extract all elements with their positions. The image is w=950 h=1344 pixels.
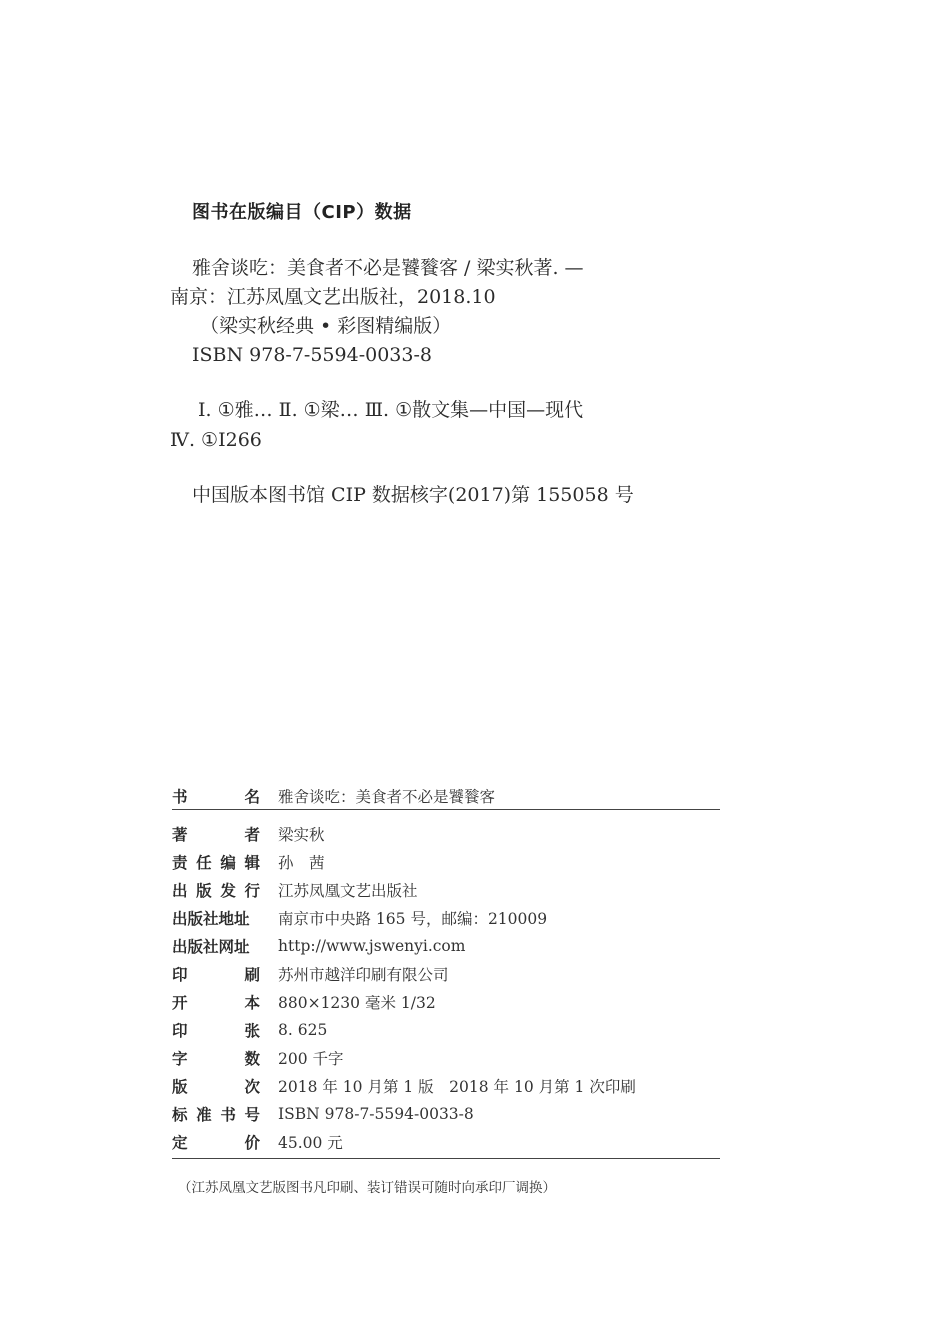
- row-label-char: 辑: [244, 854, 260, 872]
- row-label-char: 责: [172, 854, 188, 872]
- row-label-char: 书: [220, 1106, 236, 1124]
- cip-record: [170, 254, 730, 370]
- row-label-char: 出: [172, 882, 188, 900]
- row-label-char: 版: [196, 882, 212, 900]
- table-row: [172, 1044, 720, 1072]
- row-value: http://www.jswenyi.com: [278, 937, 466, 955]
- row-label-char: 印: [172, 1022, 188, 1040]
- row-value: 2018 年 10 月第 1 版 2018 年 10 月第 1 次印刷: [278, 1078, 636, 1096]
- row-label: [172, 1103, 260, 1125]
- cip-class-line-2: Ⅳ. ①I266: [170, 429, 262, 451]
- row-label-char: 定: [172, 1134, 188, 1152]
- row-value: 8. 625: [278, 1021, 328, 1039]
- table-row: [172, 783, 720, 809]
- row-label-char: 著: [172, 826, 188, 844]
- row-label: [172, 991, 260, 1013]
- row-label: [172, 1075, 260, 1097]
- cip-line-publisher: 南京：江苏凤凰文艺出版社，2018.10: [170, 286, 496, 308]
- table-rule-bottom: [172, 1158, 720, 1159]
- row-label: [172, 1019, 260, 1041]
- row-label-char: 数: [244, 1050, 260, 1068]
- row-label-char: 刷: [244, 966, 260, 984]
- row-label-char: 价: [244, 1134, 260, 1152]
- row-label: [172, 935, 260, 957]
- cip-title: 图书在版编目（CIP）数据: [192, 202, 412, 223]
- row-value: 雅舍谈吃：美食者不必是饕餮客: [278, 788, 496, 806]
- publication-info-table: [172, 783, 720, 1159]
- table-row: [172, 960, 720, 988]
- row-label-char: 出版社地址: [172, 910, 250, 928]
- cip-class-line-1: Ⅰ. ①雅… Ⅱ. ①梁… Ⅲ. ①散文集—中国—现代: [198, 399, 584, 421]
- row-value: ISBN 978-7-5594-0033-8: [278, 1105, 474, 1123]
- table-row: [172, 820, 720, 848]
- row-label-char: 任: [196, 854, 212, 872]
- table-row: [172, 1016, 720, 1044]
- cip-line-series: （梁实秋经典 • 彩图精编版）: [200, 315, 452, 337]
- table-rule-top: [172, 809, 720, 810]
- row-label-char: 编: [220, 854, 236, 872]
- row-label-char: 字: [172, 1050, 188, 1068]
- row-label: [172, 963, 260, 985]
- row-label-char: 张: [244, 1022, 260, 1040]
- row-label-char: 本: [244, 994, 260, 1012]
- row-label-char: 次: [244, 1078, 260, 1096]
- table-row: [172, 932, 720, 960]
- table-row: [172, 988, 720, 1016]
- row-label: [172, 785, 260, 807]
- row-label-char: 行: [244, 882, 260, 900]
- row-label-char: 版: [172, 1078, 188, 1096]
- row-value: 苏州市越洋印刷有限公司: [278, 966, 449, 984]
- row-label-char: 号: [244, 1106, 260, 1124]
- footnote: （江苏凤凰文艺版图书凡印刷、装订错误可随时向承印厂调换）: [178, 1180, 556, 1196]
- row-label-char: 出版社网址: [172, 938, 250, 956]
- row-value: 孙 茜: [278, 854, 325, 872]
- row-label-char: 名: [244, 788, 260, 806]
- row-label-char: 书: [172, 788, 188, 806]
- row-value: 200 千字: [278, 1050, 344, 1068]
- row-label-char: 者: [244, 826, 260, 844]
- row-label: [172, 1131, 260, 1153]
- row-label: [172, 1047, 260, 1069]
- row-value: 45.00 元: [278, 1134, 343, 1152]
- row-value: 880×1230 毫米 1/32: [278, 994, 436, 1012]
- cip-line-isbn: ISBN 978-7-5594-0033-8: [192, 344, 432, 366]
- cip-classification: [170, 395, 583, 455]
- row-label-char: 印: [172, 966, 188, 984]
- row-label-char: 准: [196, 1106, 212, 1124]
- row-value: 江苏凤凰文艺出版社: [278, 882, 418, 900]
- table-row: [172, 1100, 720, 1128]
- row-label: [172, 823, 260, 845]
- cip-approval-number: 中国版本图书馆 CIP 数据核字(2017)第 155058 号: [192, 484, 634, 506]
- table-row: [172, 904, 720, 932]
- row-label-char: 标: [172, 1106, 188, 1124]
- row-value: 梁实秋: [278, 826, 325, 844]
- row-label: [172, 851, 260, 873]
- row-label: [172, 879, 260, 901]
- row-label: [172, 907, 260, 929]
- table-row: [172, 876, 720, 904]
- row-label-char: 开: [172, 994, 188, 1012]
- row-value: 南京市中央路 165 号，邮编：210009: [278, 910, 548, 928]
- table-row: [172, 1128, 720, 1156]
- table-row: [172, 848, 720, 876]
- cip-line-title-author: 雅舍谈吃：美食者不必是饕餮客 / 梁实秋著. —: [192, 257, 584, 279]
- row-label-char: 发: [220, 882, 236, 900]
- table-row: [172, 1072, 720, 1100]
